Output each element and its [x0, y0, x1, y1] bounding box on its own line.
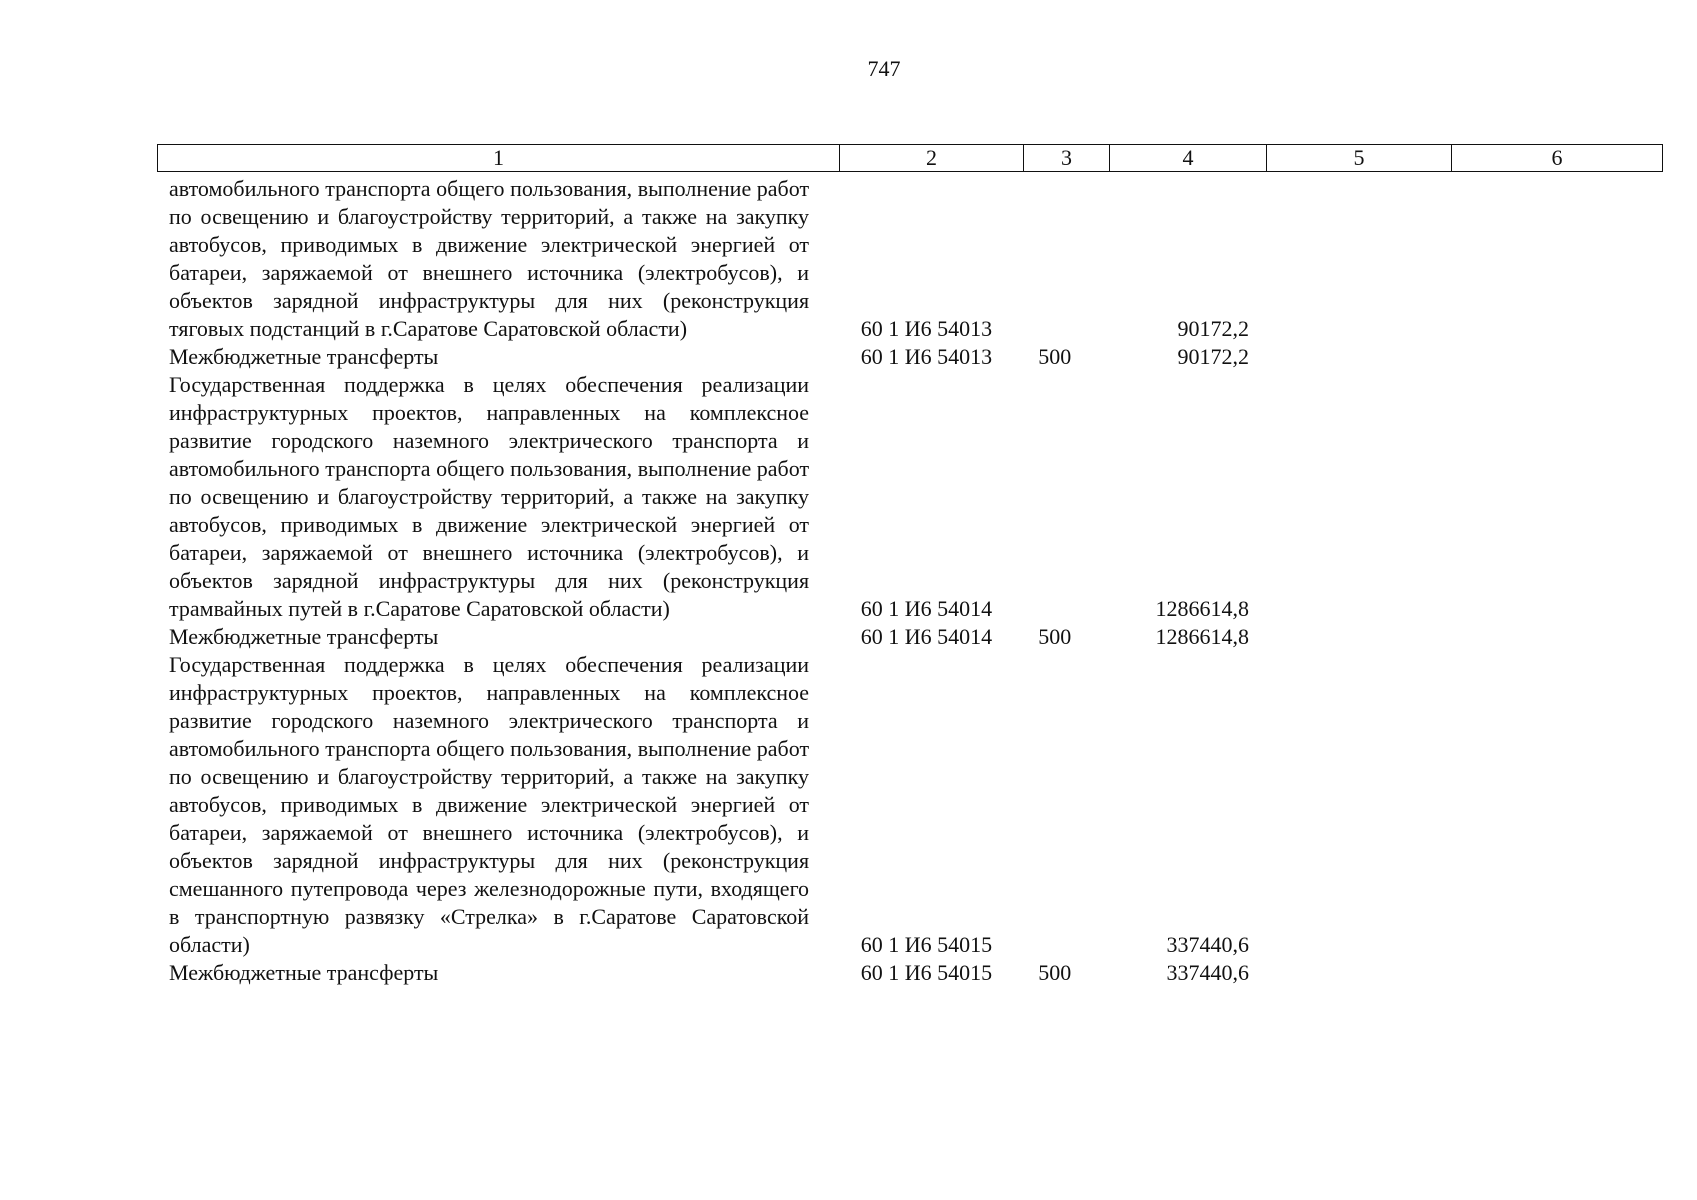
row-amount: 1286614,8: [1155, 596, 1249, 621]
column-header-4: 4: [1110, 145, 1267, 172]
row-amount: 337440,6: [1166, 960, 1249, 985]
table-row: [169, 623, 1249, 651]
row-code: 60 1 И6 54015: [860, 960, 993, 985]
row-amount: 90172,2: [1177, 316, 1249, 341]
page-number: 747: [867, 56, 901, 81]
row-amount: 1286614,8: [1155, 624, 1249, 649]
row-amount: 337440,6: [1166, 932, 1249, 957]
column-header-row: [158, 145, 1663, 172]
column-header-6: 6: [1452, 145, 1663, 172]
row-name: Межбюджетные трансферты: [169, 344, 439, 369]
column-header-2: 2: [840, 145, 1024, 172]
row-amount: 90172,2: [1177, 344, 1249, 369]
table-row: [169, 651, 1249, 959]
table-row: [169, 343, 1249, 371]
row-code: 60 1 И6 54013: [860, 316, 993, 341]
row-code: 60 1 И6 54014: [860, 596, 993, 621]
row-type: 500: [1038, 624, 1072, 649]
table-row: [169, 959, 1249, 987]
row-name: Государственная поддержка в целях обеспечения реализации инфраструктурных проектов, направленных на комплексное развитие городского наземного электрического транспорта и автомобильного транспорта общего пользования, выполнение работ по освещению и благоустройству территорий, а также на закупку автобусов, приводимых в движение электрической энергией от батареи, заряжаемой от внешнего источника (электробусов), и объектов зарядной инфраструктуры для них (реконструкция трамвайных путей в г.Саратове Саратовской области): [169, 372, 810, 621]
budget-table-body: [169, 175, 1249, 987]
row-type: 500: [1038, 960, 1072, 985]
table-row: [169, 175, 1249, 343]
row-name: Межбюджетные трансферты: [169, 624, 439, 649]
row-name: автомобильного транспорта общего пользования, выполнение работ по освещению и благоустройству территорий, а также на закупку автобусов, приводимых в движение электрической энергией от батареи, заряжаемой от внешнего источника (электробусов), и объектов зарядной инфраструктуры для них (реконструкция тяговых подстанций в г.Саратове Саратовской области): [169, 176, 810, 341]
column-header-5: 5: [1267, 145, 1452, 172]
row-name: Межбюджетные трансферты: [169, 960, 439, 985]
row-code: 60 1 И6 54013: [860, 344, 993, 369]
row-name: Государственная поддержка в целях обеспечения реализации инфраструктурных проектов, направленных на комплексное развитие городского наземного электрического транспорта и автомобильного транспорта общего пользования, выполнение работ по освещению и благоустройству территорий, а также на закупку автобусов, приводимых в движение электрической энергией от батареи, заряжаемой от внешнего источника (электробусов), и объектов зарядной инфраструктуры для них (реконструкция смешанного путепровода через железнодорожные пути, входящего в транспортную развязку «Стрелка» в г.Саратове Саратовской области): [169, 652, 810, 957]
row-type: 500: [1038, 344, 1072, 369]
row-code: 60 1 И6 54015: [860, 932, 993, 957]
column-header-table: [157, 144, 1663, 172]
column-header-3: 3: [1024, 145, 1110, 172]
row-code: 60 1 И6 54014: [860, 624, 993, 649]
table-row: [169, 371, 1249, 623]
column-header-1: 1: [158, 145, 840, 172]
